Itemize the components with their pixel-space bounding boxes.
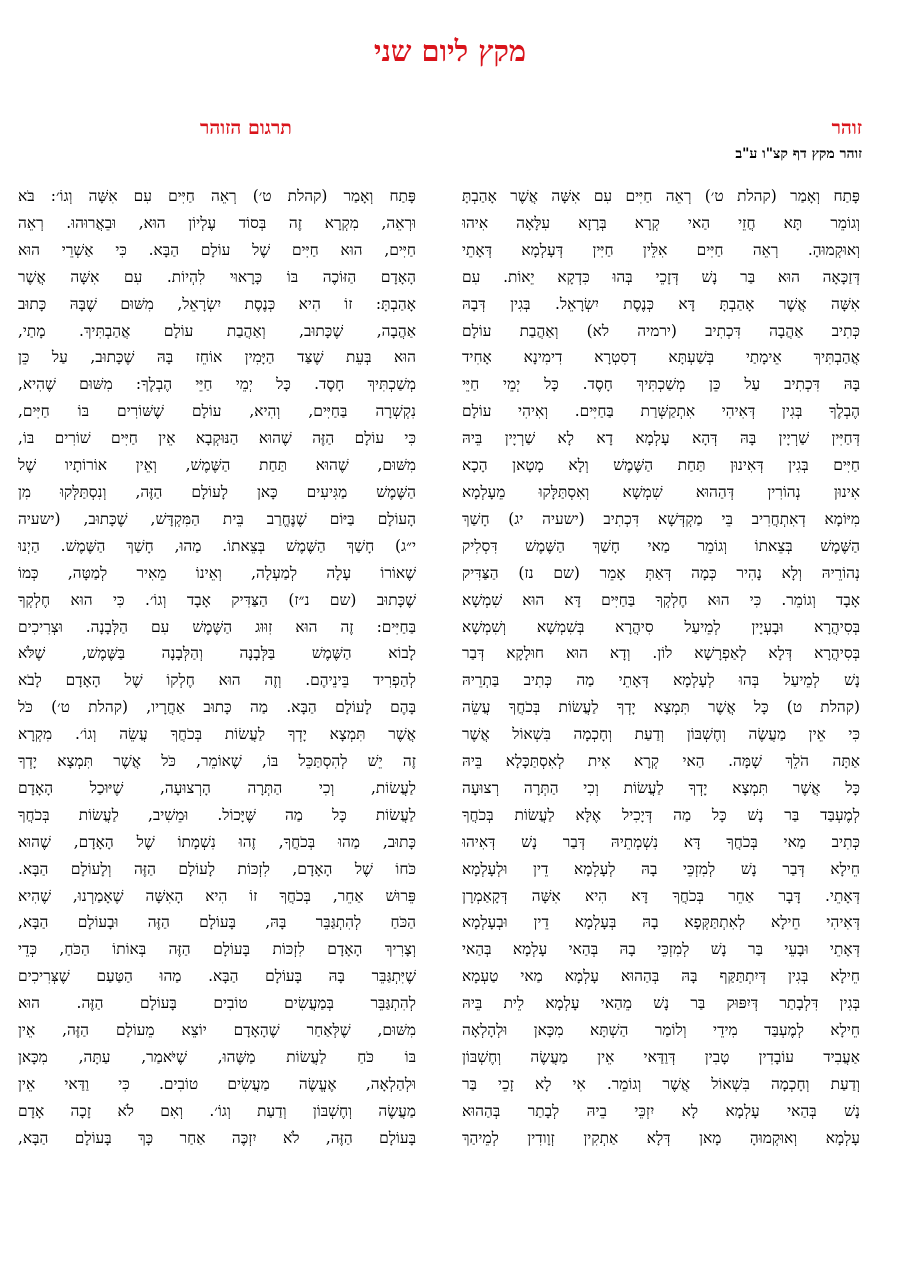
translation-text-line: וְצָרִיךְ הָאָדָם לִזְכּוֹת בָּעוֹלָם הַזֶּה בְּאוֹתוֹ הַכֹּחַ, כְּדֵי [18,940,416,959]
translation-text-line: וּלְהַלְאָה, אֶעֱשֶׂה מַעֲשִׂים טוֹבִים. כִּי וַדַּאי אֵין [18,1074,416,1093]
translation-text-line: מַעֲשֶׂה וְחֶשְׁבּוֹן וְדַעַת וְגוֹ׳. וְאִם לֹא זָכָה אָדָם [18,1101,416,1120]
zohar-text-line: חֵילָא לְמֶעְבַּד מִידֵי וְלוֹמַר הַשְׁתָּא מִכָּאן וּלְהָלְאָה [462,1021,860,1040]
translation-text-line: זֶה יֵשׁ לְהִסְתַּכֵּל בּוֹ, שֶׁאוֹמֵר, כֹּל אֲשֶׁר תִּמְצָא יָדְךָ [18,752,416,771]
zohar-text-line: נָשׁ בְּהַאי עָלְמָא לָא יִזְכֵּי בֵיהּ לְבָתַר בְּהַהוּא [462,1101,860,1120]
translation-text-line: בָּהֶם לָעוֹלָם הַבָּא. מַה כָּתוּב אַחֲרָיו, (קהלת ט׳) כֹּל [18,698,416,717]
translation-text-line: אֲשֶׁר תִּמְצָא יָדְךָ לַעֲשׂוֹת בְּכֹחֲךָ עֲשֵׂה וְגוֹ׳. מִקְרָא [18,725,416,744]
zohar-text-line: עָלְמָא וְאוּקְמוּהָ מָאן דְּלָא אַתְקִין זְוָודִין לְמֵיהַךְ [462,1128,860,1147]
zohar-text-line: חֵילָא בְּגִין דְּיִתְתַּקַּף בָּהּ בְּהַהוּא עָלְמָא מַאי טַעְמָא [462,967,860,986]
translation-text-line: חַיִּים, הוּא חַיִּים שֶׁל עוֹלָם הַבָּא. כִּי אַשְׁרֵי הוּא [18,240,416,259]
zohar-text-line: דְּאִיהִי חֵילָא לְאִתְתַּקְּפָא בָהּ בְּעָלְמָא דֵין וּבְעָלְמָא [462,913,860,932]
translation-text-line: כָּתוּב, מַהוּ בְּכֹחֲךָ, זֶהוּ נִשְׁמָתוֹ שֶׁל הָאָדָם, שֶׁהוּא [18,832,416,851]
zohar-text-line: וְדַעַת וְחָכְמָה בִּשְׁאוֹל אֲשֶׁר וְגוֹמֵר. אִי לָא זָכֵי בַּר [462,1074,860,1093]
translation-text-line: נִקְשְׁרָה בַּחַיִּים, וְהִיא, עוֹלָם שֶׁשּׁוֹרִים בּוֹ חַיִּים, [18,402,416,421]
zohar-text-line: בָּהּ דִּכְתִיב עַל כֵּן מְשַׁכְתִּיךְ חָסֶד. כָּל יְמֵי חַיֵּי [462,375,860,394]
translation-text-line: כִּי עוֹלָם הַזֶּה שֶׁהוּא הַנּוּקְבָא אֵין חַיִּים שׁוֹרִים בּוֹ, [18,429,416,448]
translation-text-line: שֶׁאוֹרוֹ עָלָה לְמַעְלָה, וְאֵינוֹ מֵאִיר לְמַטָּה, כְּמוֹ [18,563,416,582]
translation-text-line: בָּעוֹלָם הַזֶּה, לֹא יִזְכֶּה אַחַר כָּךְ בָּעוֹלָם הַבָּא, [18,1128,416,1147]
translation-text-line: כֹּחוֹ שֶׁל הָאָדָם, לִזְכּוֹת לָעוֹלָם הַזֶּה וְלָעוֹלָם הַבָּא. [18,859,416,878]
zohar-text-line: דְּזַכָּאָה הוּא בַּר נָשׁ דְּזָכֵי בְּהוּ כִּדְקָא יֵאוֹת. עִם [462,267,860,286]
translation-text-line: אַהֲבָה, שֶׁכָּתוּב, וְאַהֲבַת עוֹלָם אֲהַבְתִּיךְ. מָתַי, [18,321,416,340]
zohar-text-line: הַשֶּׁמֶשׁ בְּצֵאתוֹ וְגוֹמֵר מַאי חָשַׁךְ הַשֶּׁמֶשׁ דִּסְלִיק [462,536,860,555]
source-reference: זוהר מקץ דף קצ"ו ע"ב [735,146,862,162]
translation-text-line: הַכֹּחַ לְהִתְגַּבֵּר בָּהּ, בָּעוֹלָם הַזֶּה וּבָעוֹלָם הַבָּא, [18,913,416,932]
translation-text-line: בַּחַיִּים: זֶה הוּא זִוּוּג הַשֶּׁמֶשׁ עִם הַלְּבָנָה. וּצְרִיכִים [18,617,416,636]
translation-text-line: לַעֲשׂוֹת, וְכִי הַתְּרָה הָרְצוּעָה, שֶׁיּוּכַל הָאָדָם [18,778,416,797]
translation-text-line: מִשּׁוּם, שֶׁלְּאַחַר שֶׁהָאָדָם יוֹצֵא מֵעוֹלָם הַזֶּה, אֵין [18,1021,416,1040]
zohar-text-line: אֲהַבְתִּיךְ אֵימָתַי בְּשַׁעְתָּא דְסִטְרָא דִימִינָא אָחִיד [462,348,860,367]
zohar-text-line: אַתָּה הֹלֵךְ שָׁמָּה. הַאי קְרָא אִית לְאִסְתַּכָּלָא בֵּיהּ [462,752,860,771]
zohar-text-line: מִיּוֹמָא דְאִתְחֲרִיב בֵּי מַקְדְּשָׁא דִּכְתִיב (ישעיה יג) חָשַׁךְ [462,509,860,528]
zohar-text-line: אָבָד וְגוֹמֵר. כִּי הוּא חֶלְקְךָ בַּחַיִּים דָּא הוּא שִׁמְשָׁא [462,590,860,609]
translation-text-line: פֵּרוּשׁ אַחֵר, בְּכֹחֲךָ זוֹ הִיא הָאִשָּׁה שֶׁאָמַרְנוּ, שֶׁהִיא [18,886,416,905]
zohar-text-line: נָשׁ לְמֵיעַל בְּהוּ לְעָלְמָא דְּאָתֵי מַה כְּתִיב בַּתְרֵיהּ [462,671,860,690]
zohar-text-line: חֵילָא דְּבַר נָשׁ לְמִזְכֵּי בָהּ לְעָלְמָא דֵין וּלְעָלְמָא [462,859,860,878]
translation-text-line: הָעוֹלָם בַּיּוֹם שֶׁנֶּחֱרַב בֵּית הַמִּקְדָּשׁ, שֶׁכָּתוּב, (ישעיה [18,509,416,528]
zohar-heading: זוהר [831,117,862,139]
translation-text-line: הוּא בְּעֵת שֶׁצַּד הַיָּמִין אוֹחֵז בָּהּ שֶׁכָּתוּב, עַל כֵּן [18,348,416,367]
translation-text-line: לְהַפְרִיד בֵּינֵיהֶם. וְזֶה הוּא חֶלְקוֹ שֶׁל הָאָדָם לָבֹא [18,671,416,690]
zohar-text-line: דְּאָתֵי וּבָעֵי בַּר נָשׁ לְמִזְכֵּי בָהּ בְּהַאי עָלְמָא בְּהַאי [462,940,860,959]
zohar-text-line: וְגוֹמֵר תָּא חֲזֵי הַאי קְרָא בְּרָזָא עִלָּאָה אִיהוּ [462,213,860,232]
translation-text-line: הָאָדָם הַזּוֹכֶה בּוֹ כָּרָאוּי לִהְיוֹת. עִם אִשָּׁה אֲשֶׁר [18,267,416,286]
zohar-text-line: בְּסִיהֲרָא דְּלָא לְאַפְרָשָׁא לוֹן. וְדָא הוּא חוּלָקָא דְּבַר [462,644,860,663]
zohar-text-line: (קהלת ט) כָּל אֲשֶׁר תִּמְצָא יָדְךָ לַעֲשׂוֹת בְּכֹחֲךָ עֲשֵׂה [462,698,860,717]
translation-text-line: לְהִתְגַּבֵּר בְּמַעֲשִׂים טוֹבִים בָּעוֹלָם הַזֶּה. הוּא [18,994,416,1013]
zohar-text-line: לְמֶעְבַּד בַּר נָשׁ כָּל מַה דְּיָכִיל אֶלָּא לַעֲשׂוֹת בְּכֹחֲךָ [462,805,860,824]
zohar-text-line: פָּתַח וְאָמַר (קהלת ט׳) רְאֵה חַיִּים עִם אִשָּׁה אֲשֶׁר אָהַבְתָּ [462,187,860,205]
translation-text-line: לָבוֹא הַשֶּׁמֶשׁ בַּלְּבָנָה וְהַלְּבָנָה בַּשֶּׁמֶשׁ, שֶׁלֹּא [18,644,416,663]
zohar-text-line: בְּסִיהֲרָא וּבָעְיָין לְמֵיעַל סִיהֲרָא בְּשִׁמְשָׁא וְשִׁמְשָׁא [462,617,860,636]
translation-text-line: שֶׁכָּתוּב (שם נ״ז) הַצַּדִּיק אָבָד וְגוֹ׳. כִּי הוּא חֶלְקְךָ [18,590,416,609]
translation-text-line: וּרְאֵה, מִקְרָא זֶה בְּסוֹד עֶלְיוֹן הוּא, וּבֵאֲרוּהוּ. רְאֵה [18,213,416,232]
translation-text-line: בּוֹ כֹּחַ לַעֲשׂוֹת מַשֶּׁהוּ, שֶׁיֹּאמַר, עַתָּה, מִכָּאן [18,1048,416,1066]
zohar-text-line: אַעֲבִיד עוֹבָדִין טָבִין דְּוַדַּאי אֵין מַעֲשֶׂה וְחֶשְׁבּוֹן [462,1048,860,1066]
translation-text-line: פָּתַח וְאָמַר (קהלת ט׳) רְאֵה חַיִּים עִם אִשָּׁה וְגוֹ׳: בֹּא [18,187,416,205]
zohar-text-line: חַיִּים בְּגִין דְּאִינוּן תַּחַת הַשֶּׁמֶשׁ וְלָא מָטָאן הָכָא [462,456,860,475]
zohar-text-line: אִשָּׁה אֲשֶׁר אָהַבְתָּ דָּא כְּנֶסֶת יִשְׂרָאֵל. בְּגִין דְּבָהּ [462,294,860,313]
translation-text-line: אָהַבְתָּ: זוֹ הִיא כְּנֶסֶת יִשְׂרָאֵל, מִשּׁוּם שֶׁבָּהּ כָּתוּב [18,294,416,313]
translation-text-line: י״ג) חָשַׁךְ הַשֶּׁמֶשׁ בְּצֵאתוֹ. מַהוּ, חָשַׁךְ הַשֶּׁמֶשׁ. הַיְנוּ [18,536,416,555]
translation-heading: תרגום הזוהר [200,117,292,139]
translation-text-line: מִשּׁוּם, שֶׁהוּא תַּחַת הַשֶּׁמֶשׁ, וְאֵין אוֹרוֹתָיו שֶׁל [18,456,416,475]
zohar-text-column [462,183,860,1152]
translation-text-line: מְשַׁכְתִּיךְ חָסֶד. כָּל יְמֵי חַיֵּי הֶבְלֶךָ: מִשּׁוּם שֶׁהִיא, [18,375,416,394]
zohar-text-line: כָּל אֲשֶׁר תִּמְצָא יָדְךָ לַעֲשׂוֹת וְכִי הַתְּרָה רְצוּעָה [462,778,860,797]
zohar-text-line: כְּתִיב מַאי בְּכֹחֲךָ דָּא נִשְׁמְתֵיהּ דְּבַר נָשׁ דְּאִיהוּ [462,832,860,851]
zohar-text-line: נְהוֹרֵיהּ וְלָא נָהִיר כְּמָה דְּאַתְּ אָמֵר (שם נז) הַצַּדִּיק [462,563,860,582]
page-title: מקץ ליום שני [373,34,527,68]
zohar-text-line: וְאוּקְמוּהָ. רְאֵה חַיִּים אִלֵּין חַיִּין דְּעָלְמָא דְּאָתֵי [462,240,860,259]
zohar-text-line: בְּגִין דִּלְבָתַר דְּיִפּוּק בַּר נָשׁ מֵהַאי עָלְמָא לֵית בֵּיהּ [462,994,860,1013]
translation-text-column [18,183,416,1152]
zohar-text-line: כִּי אֵין מַעֲשֶׂה וְחֶשְׁבּוֹן וְדַעַת וְחָכְמָה בִּשְׁאוֹל אֲשֶׁר [462,725,860,744]
zohar-text-line: דְּאָתֵי. דָּבָר אַחֵר בְּכֹחֲךָ דָּא הִיא אִשָּׁה דְּקָאַמְרָן [462,886,860,905]
zohar-text-line: אִינוּן נְהוֹרִין דְּהַהוּא שִׁמְשָׁא וְאִסְתַּלָּקוּ מֵעָלְמָא [462,482,860,501]
zohar-text-line: דְּחַיִּין שַׁרְיָין בָּהּ דְּהָא עָלְמָא דָא לָא שַׁרְיָין בֵּיהּ [462,429,860,448]
zohar-text-line: כְּתִיב אַהֲבָה דִּכְתִיב (ירמיה לא) וְאַהֲבַת עוֹלָם [462,321,860,340]
translation-text-line: לַעֲשׂוֹת כָּל מַה שֶּׁיָּכוֹל. וּמֵשִׁיב, לַעֲשׂוֹת בְּכֹחֲךָ [18,805,416,824]
translation-text-line: שֶׁיִּתְגַּבֵּר בָּהּ בָּעוֹלָם הַבָּא. מַהוּ הַטַּעַם שֶׁצְּרִיכִים [18,967,416,986]
zohar-text-line: הֶבְלֶךָ בְּגִין דְּאִיהִי אִתְקַשְּׁרַת בַּחַיִּים. וְאִיהִי עוֹלָם [462,402,860,421]
translation-text-line: הַשֶּׁמֶשׁ מַגִּיעִים כָּאן לָעוֹלָם הַזֶּה, וְנִסְתַּלְּקוּ מִן [18,482,416,501]
